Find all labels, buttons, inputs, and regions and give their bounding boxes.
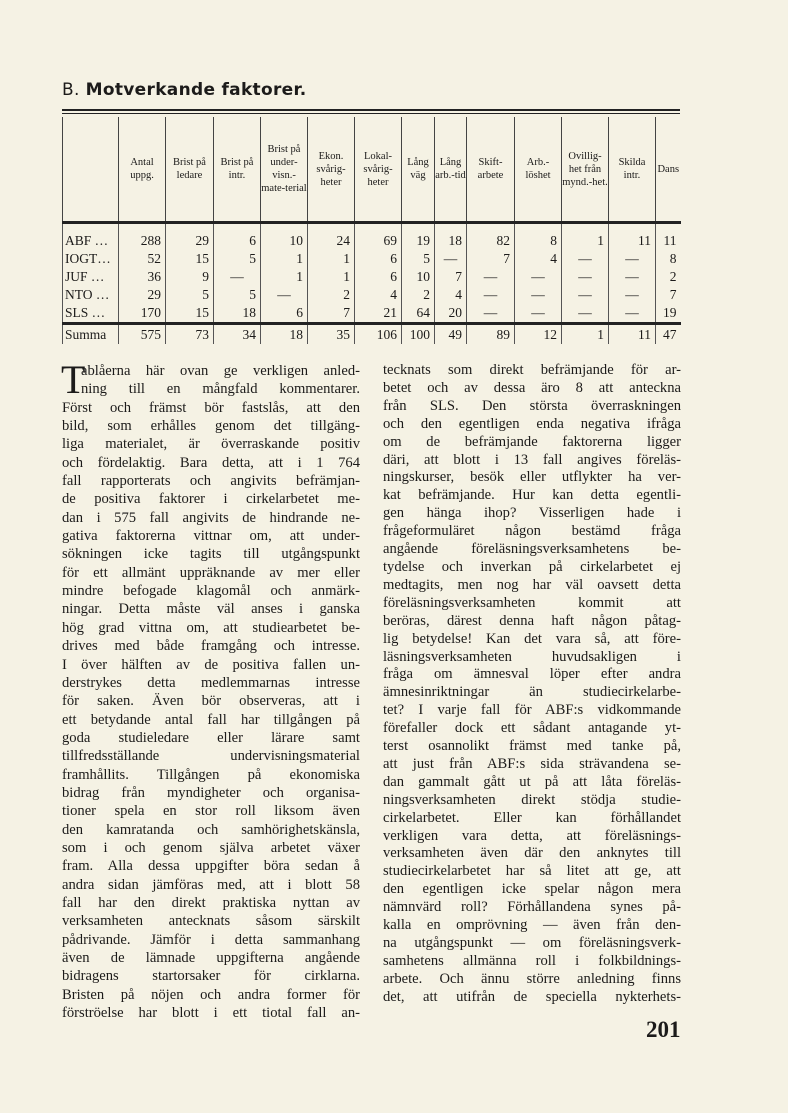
text-line: tecknats som direkt befrämjande för ar- (383, 362, 681, 378)
table-cell: — (214, 268, 261, 286)
text-line: terst osannolikt främst med tanke på, (383, 738, 681, 755)
table-cell: 7 (308, 304, 355, 324)
text-line: cirkelarbetet. Eller kan förhållandet (383, 809, 681, 826)
text-line: bidragens startorsaker för cirklarna. (62, 968, 360, 985)
text-line: drives med både framgång och intresse. (62, 638, 360, 655)
table-cell: 6 (214, 223, 261, 251)
table-cell: 170 (119, 304, 166, 324)
text-line: ablåerna här ovan ge verkligen anled- (81, 363, 360, 379)
table-cell: 100 (402, 324, 435, 345)
text-line: förströelse har blott i ett tiotal fall an- (62, 1005, 360, 1022)
text-line: kat befrämjande. Hur kan detta egentli- (383, 487, 681, 504)
text-column-right (383, 362, 681, 1007)
text-line: de positiva faktorer i cirkelarbetet me- (62, 491, 360, 508)
page-number: 201 (646, 1017, 681, 1042)
table-cell: 5 (166, 286, 214, 304)
table-cell: 9 (166, 268, 214, 286)
table-row (63, 223, 681, 251)
text-line: medtagits, men nog har väl oavsett detta (383, 576, 681, 593)
text-line: kalla en omprövning — även från den- (383, 917, 681, 934)
column-header: Lång arb.-tid (435, 117, 467, 223)
table-cell: — (467, 268, 515, 286)
text-line: I över hälften av de positiva fallen un- (62, 656, 360, 673)
table-cell: 18 (435, 223, 467, 251)
text-line: fall rapporterats och angivits befrämjan- (62, 473, 360, 490)
table-cell: — (515, 268, 562, 286)
text-line: ämnesinriktningar än studiecirkelarbe- (383, 684, 681, 701)
table-cell: 8 (515, 223, 562, 251)
column-header: Ovillig-het från mynd.-het. (562, 117, 609, 223)
text-line: föreläsningsverksamheten kommit att (383, 594, 681, 611)
row-label: Summa (63, 324, 119, 345)
text-line: den egentligen icke spelar någon mera (383, 881, 681, 898)
table-cell: — (609, 268, 656, 286)
text-line: ning till en mångfald kommentarer. (81, 381, 360, 398)
table-row (63, 286, 681, 304)
table-cell: 1 (308, 268, 355, 286)
text-line: ett betydande antal fall har tillgången på (62, 711, 360, 728)
table-cell: 19 (656, 304, 681, 324)
table-cell: 8 (656, 250, 681, 268)
text-line: om de befrämjande faktorerna ligger (383, 433, 681, 450)
table-cell: 64 (402, 304, 435, 324)
table-cell: — (467, 304, 515, 324)
table-cell: 7 (435, 268, 467, 286)
column-header: Lokal-svårig-heter (355, 117, 402, 223)
text-line: tet? I varje fall för ABF:s vidkommande (383, 702, 681, 719)
text-line: angående föreläsningsverksamhetens be- (383, 541, 681, 558)
text-line: tillfredsställande undervisningsmaterial (62, 748, 360, 765)
row-label: NTO … (63, 286, 119, 304)
table-cell: — (261, 286, 308, 304)
text-line: pådrivande. Jämför i detta sammanhang (62, 931, 360, 948)
column-header: Skift-arbete (467, 117, 515, 223)
table-cell: 82 (467, 223, 515, 251)
table-cell: 1 (308, 250, 355, 268)
table-cell: 7 (656, 286, 681, 304)
table-cell: 5 (214, 250, 261, 268)
table-cell: 29 (119, 286, 166, 304)
table-header-row (63, 117, 681, 223)
table-cell: 2 (402, 286, 435, 304)
text-line: verksamheten antecknats såsom särskilt (62, 913, 360, 930)
table-row (63, 268, 681, 286)
section-title: Motverkande faktorer. (85, 80, 307, 100)
text-line: ningsverksamheten direkt stödja studie- (383, 791, 681, 808)
table-cell: — (562, 286, 609, 304)
table-cell: — (562, 250, 609, 268)
text-line: andra sidan jämföras med, att i blott 58 (62, 876, 360, 893)
table-cell: — (515, 286, 562, 304)
table-cell: 4 (435, 286, 467, 304)
text-line: ningskurser, besök eller utflykter ha ver- (383, 469, 681, 486)
table-row (63, 304, 681, 324)
table-cell: 52 (119, 250, 166, 268)
table-row (63, 250, 681, 268)
column-header (63, 117, 119, 223)
row-label: IOGT… (63, 250, 119, 268)
table-cell: 73 (166, 324, 214, 345)
table-cell: — (609, 286, 656, 304)
table-cell: 21 (355, 304, 402, 324)
table-cell: 34 (214, 324, 261, 345)
text-line: som i och genom själva arbetet växer (62, 839, 360, 856)
table-cell: 15 (166, 304, 214, 324)
text-line: verksamheten även där den anknytes till (383, 845, 681, 862)
table-cell: 6 (355, 268, 402, 286)
table-cell: 5 (402, 250, 435, 268)
section-letter: B. (62, 80, 80, 100)
table-cell: 6 (261, 304, 308, 324)
table-cell: 106 (355, 324, 402, 345)
table-cell: — (562, 268, 609, 286)
divider (62, 109, 680, 111)
text-line: betet och av dessa äro 8 att anteckna (383, 379, 681, 396)
row-label: SLS … (63, 304, 119, 324)
text-line: fram. Alla dessa uppgifter böra sedan å (62, 858, 360, 875)
table-cell: 29 (166, 223, 214, 251)
text-line: och den egentligen enda negativa ifråga (383, 415, 681, 432)
text-line: från SLS. Den största överraskningen (383, 397, 681, 414)
text-line: na utgångspunkt — om föreläsningsverk- (383, 935, 681, 951)
text-line: beröras, därest denna haft någon påtag- (383, 612, 681, 629)
text-line: att just från ABF:s sida strävandena se- (383, 755, 681, 772)
text-line: tioner spela en stor roll liksom även (62, 803, 360, 820)
text-line: ningar. Detta måste väl anses i ganska (62, 601, 360, 618)
text-line: även de lämnade uppgifterna angående (62, 950, 360, 966)
text-line: fråga om ämnesval löper efter andra (383, 666, 681, 683)
column-header: Ekon. svårig-heter (308, 117, 355, 223)
divider (62, 113, 680, 114)
table-cell: 4 (515, 250, 562, 268)
column-header: Dans (656, 117, 681, 223)
text-line: derstrykes detta medlemmarnas intresse (62, 674, 360, 691)
table-cell: 7 (467, 250, 515, 268)
text-line: bild, som erhålles genom det tillgäng- (62, 418, 360, 435)
text-line: Bristen på nöjen och andra former för (62, 986, 360, 1003)
table-cell: 11 (609, 324, 656, 345)
factors-table (62, 117, 681, 344)
text-line: dan gammalt gått ut på att låta föreläs- (383, 773, 681, 790)
table-cell: 1 (261, 268, 308, 286)
column-header: Antal uppg. (119, 117, 166, 223)
column-header: Skilda intr. (609, 117, 656, 223)
table-cell: 2 (308, 286, 355, 304)
table-cell: 11 (609, 223, 656, 251)
table-cell: 24 (308, 223, 355, 251)
column-header: Brist på under-visn.-mate-terial (261, 117, 308, 223)
text-line: studiecirkelarbetet har så litet att ge, att (383, 863, 681, 880)
table-cell: 288 (119, 223, 166, 251)
text-line: nämnvärd roll? Förhållandena synes på- (383, 899, 681, 916)
text-line: dan i 575 fall angivits de hindrande ne- (62, 509, 360, 526)
text-line: bidrag från myndigheter och organisa- (62, 784, 360, 801)
text-line: läsningsverksamheten huvudsakligen i (383, 648, 681, 665)
table-cell: 47 (656, 324, 681, 345)
table-cell: 10 (261, 223, 308, 251)
column-header: Lång väg (402, 117, 435, 223)
table-cell: — (562, 304, 609, 324)
text-line: verkligen vara detta, att föreläsnings- (383, 827, 681, 844)
table-cell: 5 (214, 286, 261, 304)
text-line: för saken. Även bör observeras, att i (62, 693, 360, 710)
text-line: lig betydelse! Kan det vara så, att före- (383, 630, 681, 647)
table-cell: — (435, 250, 467, 268)
table-cell: 19 (402, 223, 435, 251)
text-line: framhållits. Tillgången på ekonomiska (62, 766, 360, 783)
row-label: ABF … (63, 223, 119, 251)
table-cell: 10 (402, 268, 435, 286)
table-cell: 89 (467, 324, 515, 345)
table-cell: 18 (214, 304, 261, 324)
table-cell: 20 (435, 304, 467, 324)
column-header: Brist på ledare (166, 117, 214, 223)
table-cell: 1 (562, 324, 609, 345)
text-line: förefaller dock ett sådant antagande yt- (383, 720, 681, 737)
text-line: och fördelaktig. Bara detta, att i 1 764 (62, 454, 360, 471)
text-line: Först och främst bör fastslås, att den (62, 399, 360, 416)
table-cell: — (609, 304, 656, 324)
section-heading (62, 80, 307, 100)
text-line: sökningen icke tagits till utgångspunkt (62, 546, 360, 563)
table-cell: — (515, 304, 562, 324)
table-cell: 35 (308, 324, 355, 345)
text-line: för ett allmänt uppräknande av mer eller (62, 564, 360, 581)
table-cell: — (609, 250, 656, 268)
column-header: Brist på intr. (214, 117, 261, 223)
column-header: Arb.-löshet (515, 117, 562, 223)
drop-cap: T (61, 357, 86, 402)
text-column-left (61, 357, 360, 1022)
text-line: liga materialet, är överraskande positiv (62, 436, 360, 453)
text-line: däri, att blott i 13 fall angives föreläs- (383, 451, 681, 468)
text-line: tydelse och inverkan på cirkelarbetet ej (383, 558, 681, 575)
text-line: gen hänga ihop? Visserligen hade i (383, 505, 681, 522)
row-label: JUF … (63, 268, 119, 286)
text-line: den kamratanda och samhörighetskänsla, (62, 821, 360, 838)
summary-row (63, 324, 681, 345)
text-line: det, att utifrån de speciella nykterhets- (383, 988, 681, 1005)
table-cell: 575 (119, 324, 166, 345)
table-cell: 2 (656, 268, 681, 286)
text-line: goda studieledare eller lärare samt (62, 729, 360, 746)
text-line: arbete. Och ännu större anledning finns (383, 970, 681, 987)
text-line: mindre befogade klagomål och anmärk- (62, 583, 360, 600)
text-line: frågeformuläret någon bestämd fråga (383, 523, 681, 540)
table-cell: 18 (261, 324, 308, 345)
table-cell: 1 (261, 250, 308, 268)
table-cell: 15 (166, 250, 214, 268)
table-cell: 69 (355, 223, 402, 251)
table-cell: 4 (355, 286, 402, 304)
table-cell: 1 (562, 223, 609, 251)
table-cell: 49 (435, 324, 467, 345)
text-line: samhetens allmänna roll i folkbildnings- (383, 952, 681, 969)
table-cell: — (467, 286, 515, 304)
text-line: gativa faktorerna vittnar om, att under- (62, 528, 360, 545)
table-cell: 36 (119, 268, 166, 286)
text-line: fall har den direkt praktiska nyttan av (62, 894, 360, 911)
table-cell: 12 (515, 324, 562, 345)
text-line: hög grad vittna om, att studiearbetet be- (62, 619, 360, 636)
table-cell: 6 (355, 250, 402, 268)
table-cell: 11 (656, 223, 681, 251)
